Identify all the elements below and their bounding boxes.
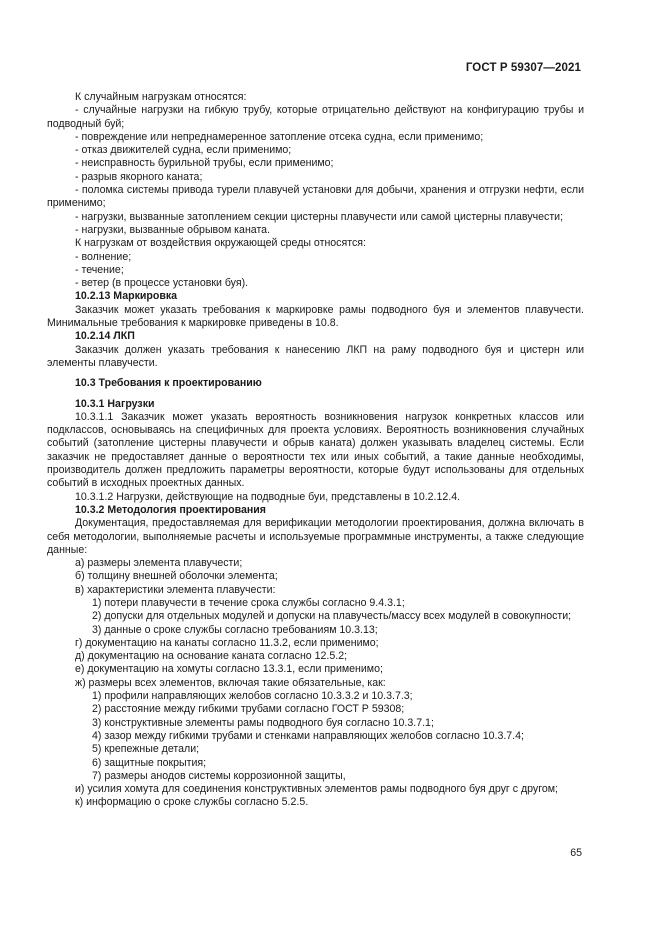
list-item: и) усилия хомута для соединения конструктивных элементов рамы подводного буя друг с другом; xyxy=(75,783,558,796)
list-item: в) характеристики элемента плавучести: xyxy=(75,583,276,596)
list-item: - нагрузки, вызванные обрывом каната. xyxy=(75,223,271,236)
list-item: ж) размеры всех элементов, включая такие обязательные, как: xyxy=(75,676,386,689)
list-item: 1) потери плавучести в течение срока службы согласно 9.4.3.1; xyxy=(92,596,405,609)
list-item: б) толщину внешней оболочки элемента; xyxy=(75,570,278,583)
list-item: 5) крепежные детали; xyxy=(92,743,200,756)
page-number: 65 xyxy=(570,847,582,859)
list-item: - повреждение или непреднамеренное затопление отсека судна, если применимо; xyxy=(75,130,484,143)
page-body xyxy=(47,91,584,810)
list-item: 2) допуски для отдельных модулей и допуски на плавучесть/массу всех модулей в совокупности; xyxy=(92,610,572,623)
list-item: - неисправность бурильной трубы, если применимо; xyxy=(75,157,334,170)
list-item: 6) защитные покрытия; xyxy=(92,756,207,769)
section-heading: 10.3 Требования к проектированию xyxy=(75,377,262,390)
list-item: 3) конструктивные элементы рамы подводного буя согласно 10.3.7.1; xyxy=(92,716,434,729)
section-heading: 10.3.1 Нагрузки xyxy=(75,397,155,410)
paragraph: К нагрузкам от воздействия окружающей среды относятся: xyxy=(75,237,366,250)
paragraph: Заказчик должен указать требования к нанесению ЛКП на раму подводного буя и цистерн или элементы плавучести. xyxy=(47,343,584,369)
list-item: г) документацию на канаты согласно 11.3.2, если применимо; xyxy=(75,636,379,649)
list-item: а) размеры элемента плавучести; xyxy=(75,557,243,570)
list-item: - разрыв якорного каната; xyxy=(75,170,203,183)
section-heading: 10.3.2 Методология проектирования xyxy=(75,503,266,516)
list-item: - случайные нагрузки на гибкую трубу, которые отрицательно действуют на конфигурацию трубы и подводный буй; xyxy=(47,104,584,130)
list-item: 2) расстояние между гибкими трубами согласно ГОСТ Р 59308; xyxy=(92,703,405,716)
paragraph: 10.3.1.1 Заказчик может указать вероятность возникновения нагрузок конкретных классов или подклассов, основываясь на специфичных для проекта условиях. Вероятность возникновения случайных событий (затопление цистерны плавучести и обрыв каната) должен указывать владелец системы. Если заказчик не предоставляет данные о вероятности тех или иных событий, а такие данные необходимы, производитель должен предложить параметры вероятности, которые будут использованы для отдельных событий в исходных проектных данных. xyxy=(47,410,584,490)
list-item: е) документацию на хомуты согласно 13.3.1, если применимо; xyxy=(75,663,383,676)
section-heading: 10.2.13 Маркировка xyxy=(75,290,178,303)
list-item: 4) зазор между гибкими трубами и стенками направляющих желобов согласно 10.3.7.4; xyxy=(92,729,524,742)
list-item: - поломка системы привода турели плавучей установки для добычи, хранения и отгрузки нефти, если применимо; xyxy=(47,184,584,210)
list-item: - отказ движителей судна, если применимо; xyxy=(75,144,292,157)
document-code: ГОСТ Р 59307—2021 xyxy=(465,62,581,74)
list-item: 1) профили направляющих желобов согласно 10.3.3.2 и 10.3.7.3; xyxy=(92,690,413,703)
list-item: к) информацию о сроке службы согласно 5.2.5. xyxy=(75,796,309,809)
section-heading: 10.2.14 ЛКП xyxy=(75,330,135,343)
list-item: - нагрузки, вызванные затоплением секции цистерны плавучести или самой цистерны плавучести; xyxy=(75,210,564,223)
list-item: - течение; xyxy=(75,263,124,276)
list-item: - ветер (в процессе установки буя). xyxy=(75,277,249,290)
list-item: - волнение; xyxy=(75,250,132,263)
paragraph: Документация, предоставляемая для верификации методологии проектирования, должна включать в себя методологии, выполняемые расчеты и используемые программные инструменты, а также следующие данные: xyxy=(47,517,584,556)
paragraph: 10.3.1.2 Нагрузки, действующие на подводные буи, представлены в 10.2.12.4. xyxy=(75,490,461,503)
paragraph: Заказчик может указать требования к маркировке рамы подводного буя и элементов плавучести. Минимальные требования к маркировке приведены в 10.8. xyxy=(47,303,584,330)
list-item: 3) данные о сроке службы согласно требованиям 10.3.13; xyxy=(92,623,378,636)
list-item: 7) размеры анодов системы коррозионной защиты, xyxy=(92,769,346,782)
paragraph: К случайным нагрузкам относятся: xyxy=(75,91,247,103)
list-item: д) документацию на основание каната согласно 12.5.2; xyxy=(75,650,348,663)
